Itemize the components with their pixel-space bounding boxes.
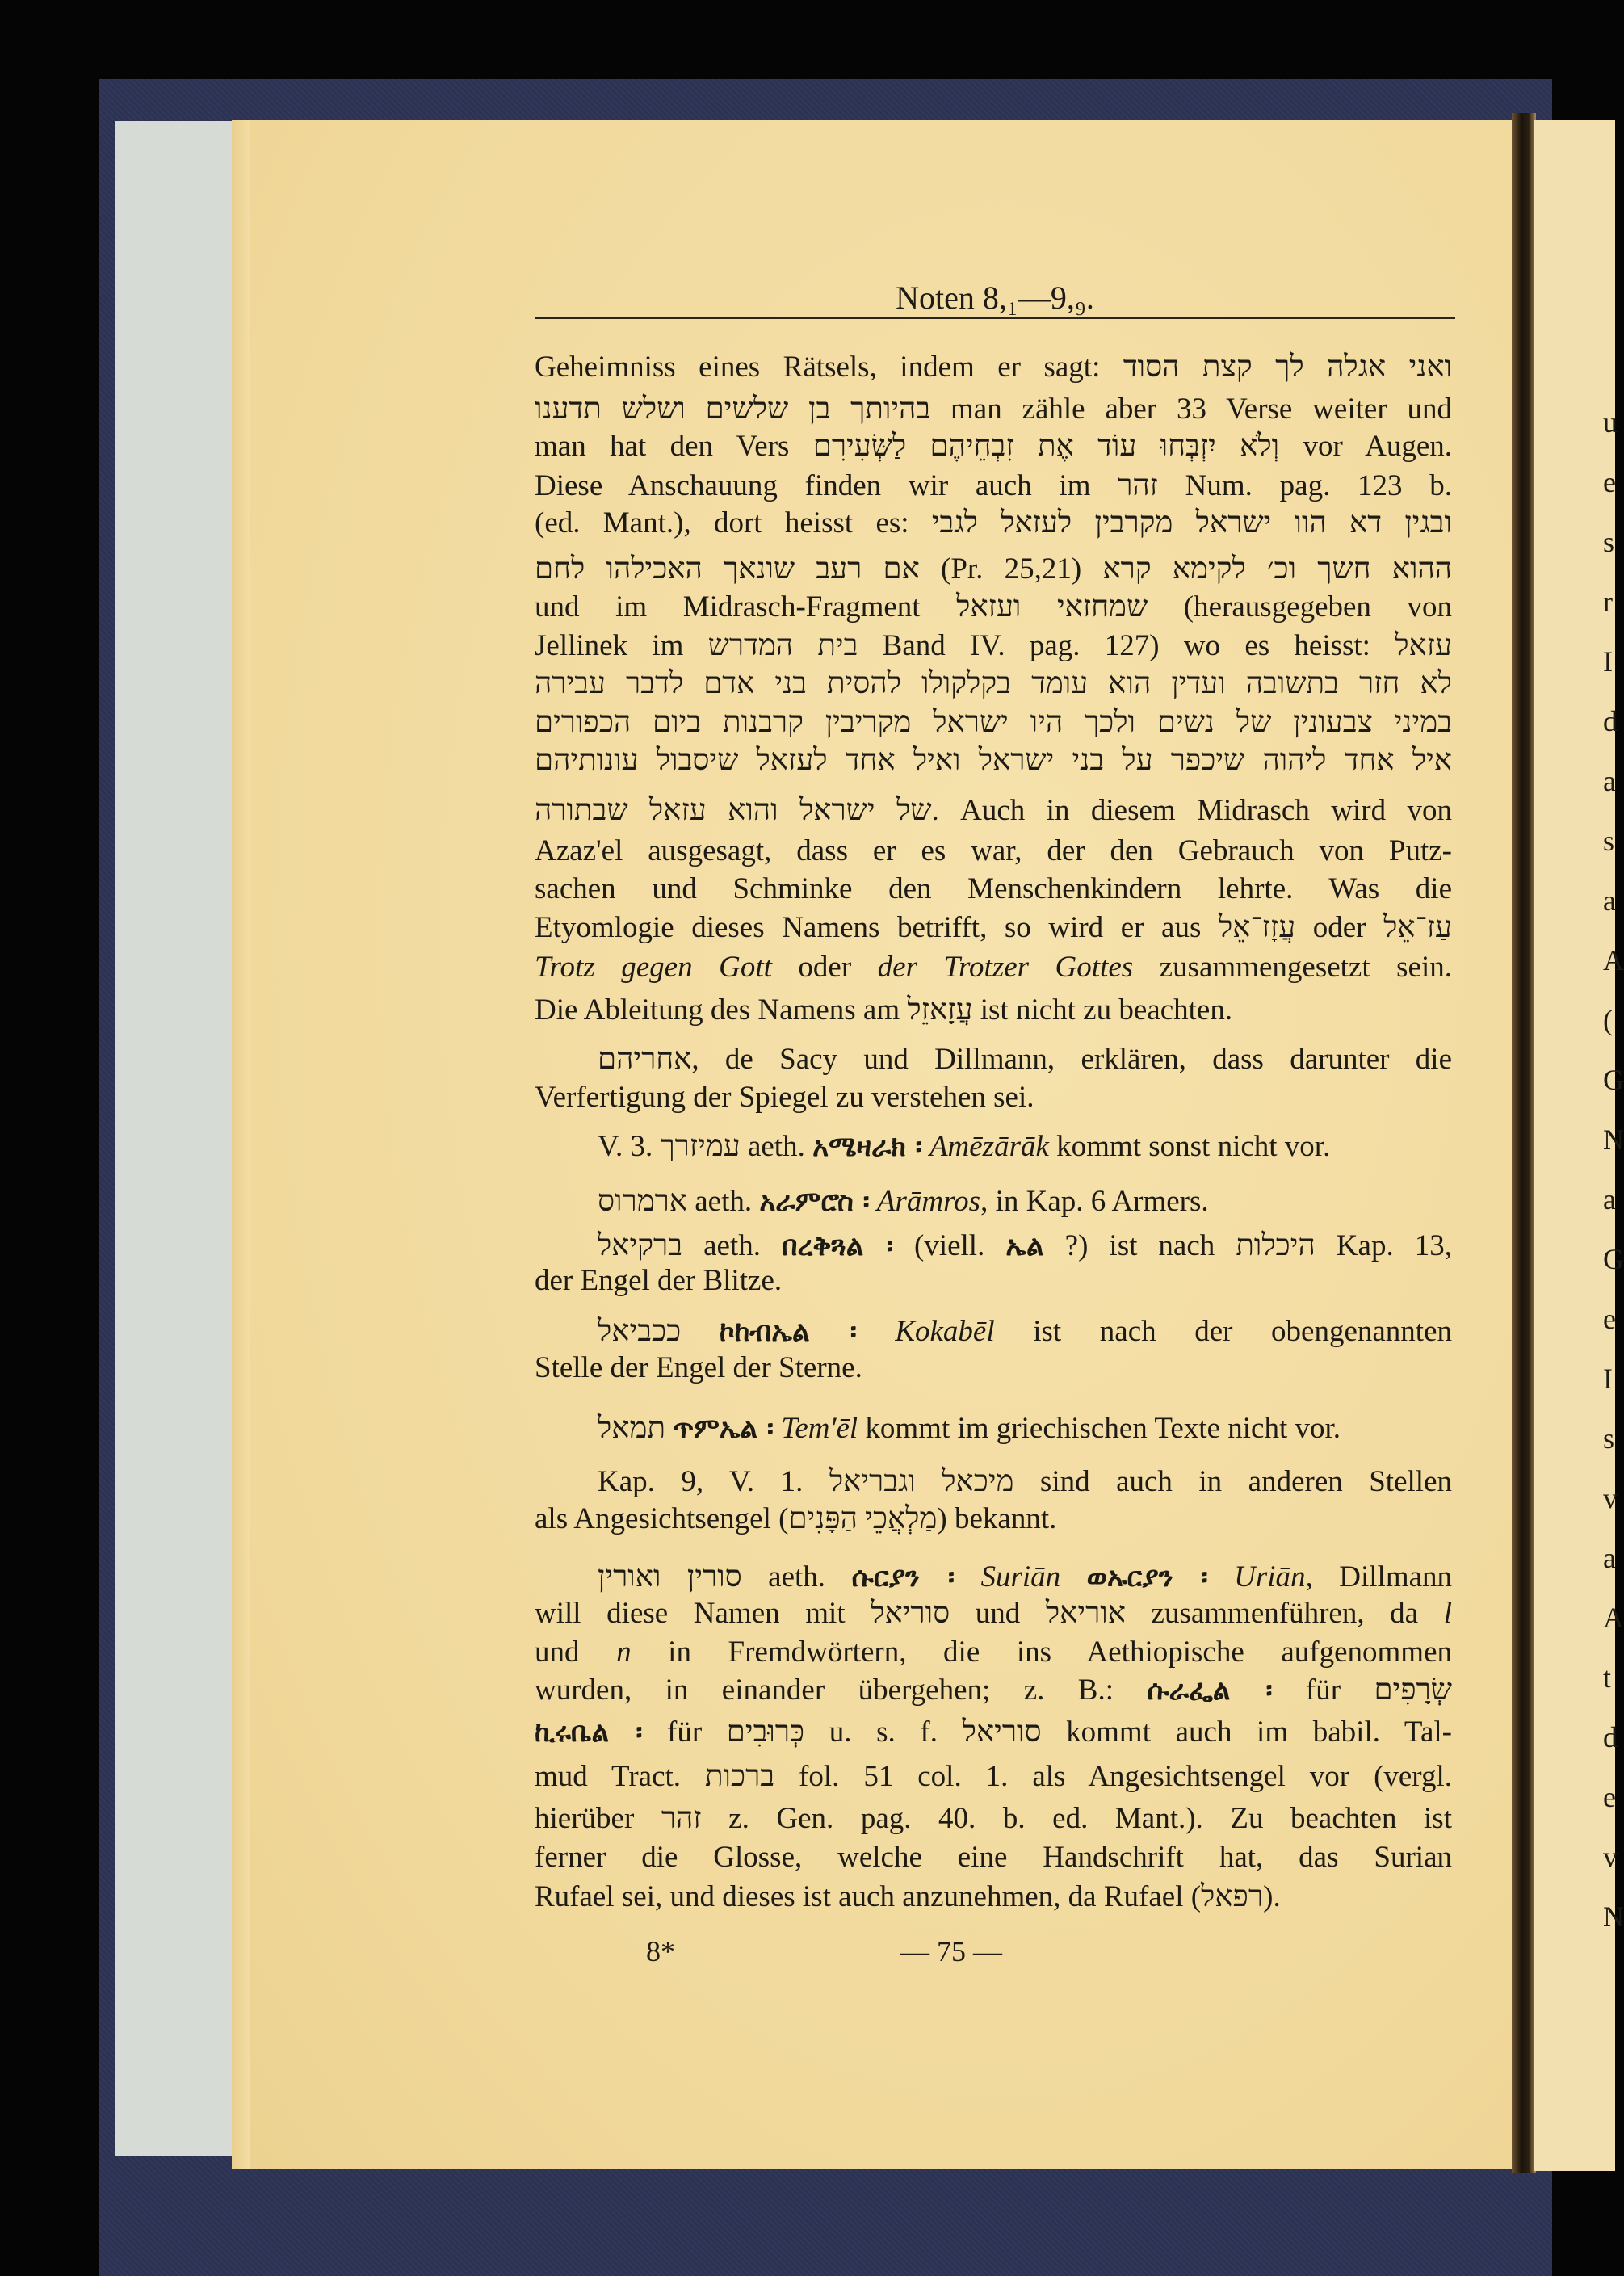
ethiopic-word: ኪሩቤል ፡ <box>535 1716 643 1749</box>
text-line: Verfertigung der Spiegel zu verstehen sei. <box>535 1081 1034 1114</box>
ethiopic-word: ሱራፌል ፡ <box>1147 1674 1273 1707</box>
text-segment: kommt im griechischen Texte nicht vor. <box>858 1412 1341 1445</box>
flyleaf <box>115 121 237 2156</box>
italic-text: Kokabēl <box>895 1315 995 1348</box>
facing-page-fragment: v <box>1603 1482 1618 1514</box>
text-line <box>535 1714 1452 1751</box>
facing-page-fragment: a <box>1603 765 1616 797</box>
text-line: לא חזר בתשובה ועדין הוא עומד בקלקולו להסית בני אדם לדבר עבירה <box>535 667 1452 700</box>
text-segment: תמאל <box>598 1412 674 1445</box>
text-segment: V. 3. עמיזרך aeth. <box>598 1130 813 1163</box>
italic-text: Trotz gegen Gott <box>535 951 772 984</box>
facing-page-fragment: d <box>1603 705 1618 737</box>
facing-page-fragment: t <box>1603 1661 1612 1694</box>
text-line <box>598 1228 1452 1265</box>
facing-page-fragment: u <box>1603 406 1618 439</box>
facing-page-fragment: a <box>1603 1542 1616 1574</box>
text-line <box>535 949 1452 986</box>
text-segment: wurden, in einander übergehen; z. B.: <box>535 1673 1148 1707</box>
text-segment: will diese Namen mit סוריאל und אוריאל zusammenführen, da <box>535 1597 1444 1630</box>
text-segment <box>857 1315 896 1348</box>
text-line <box>598 1559 1452 1596</box>
text-line: Etyomlogie dieses Namens betrifft, so wird er aus עֲזָז־אֵל oder עַז־אֵל <box>535 911 1452 944</box>
text-line: Geheimniss eines Rätsels, indem er sagt: ואני אגלה לך קצת הסוד <box>535 351 1452 384</box>
text-line: איל אחד ליהוה שיכפר על בני ישראל ואיל אחד לעזאל שיסבול עונותיהם <box>535 744 1452 777</box>
text-segment: , Dillmann <box>1305 1560 1453 1594</box>
text-segment: סורין ואורין aeth. <box>598 1560 852 1594</box>
text-line <box>598 1183 1452 1220</box>
text-segment: ככביאל <box>598 1315 720 1348</box>
facing-page-fragment: N <box>1603 1900 1624 1933</box>
text-segment: ברקיאל aeth. <box>598 1229 782 1262</box>
ethiopic-word: ኮከብኤል ፡ <box>719 1316 857 1348</box>
text-segment <box>955 1560 980 1594</box>
text-segment <box>1208 1560 1234 1594</box>
text-line: Stelle der Engel der Sterne. <box>535 1351 862 1384</box>
text-segment <box>922 1130 929 1163</box>
facing-page-fragment: s <box>1603 825 1615 857</box>
facing-page-fragment: I <box>1603 1363 1613 1395</box>
text-segment: ist nach der obengenannten <box>994 1315 1452 1348</box>
ethiopic-word: ወኡርያን ፡ <box>1086 1561 1208 1594</box>
facing-page-fragment: ( <box>1603 1004 1613 1036</box>
text-segment: für שְׂרָפִים <box>1272 1673 1452 1707</box>
ethiopic-word: ኤል <box>1005 1230 1044 1262</box>
italic-text: Suriān <box>980 1560 1061 1594</box>
text-line: Rufael sei, und dieses ist auch anzunehmen, da Rufael (רפאל). <box>535 1880 1281 1913</box>
text-segment <box>870 1185 877 1218</box>
text-segment <box>1060 1560 1086 1594</box>
text-segment: , in Kap. 6 Armers. <box>980 1185 1209 1218</box>
facing-page-fragment: I <box>1603 645 1613 678</box>
text-segment: für כְּרוּבִים u. s. f. סוריאל kommt auch im babil. Tal- <box>642 1715 1452 1749</box>
page-edge <box>232 120 250 2169</box>
text-line: בהיותך בן שלשים ושלש תדענו man zähle aber 33 Verse weiter und <box>535 393 1452 426</box>
text-line: mud Tract. ברכות fol. 51 col. 1. als Angesichtsengel vor (vergl. <box>535 1760 1452 1793</box>
text-line <box>535 1595 1452 1632</box>
text-segment: zusammengesetzt sein. <box>1133 951 1452 984</box>
facing-page-fragment: e <box>1603 1303 1616 1335</box>
text-line <box>598 1410 1452 1447</box>
facing-page-fragment: r <box>1603 586 1613 618</box>
text-segment: ארמרוס aeth. <box>598 1185 760 1218</box>
text-line: sachen und Schminke den Menschenkindern lehrte. Was die <box>535 872 1452 905</box>
facing-page-fragment: A <box>1603 944 1624 976</box>
text-line: man hat den Vers וְלֹא יִזְבְּחוּ עוֹד אֶת זִבְחֵיהֶם לַשְּׂעִירִם vor Augen. <box>535 430 1453 463</box>
text-line: Kap. 9, V. 1. מיכאל וגבריאל sind auch in anderen Stellen <box>598 1465 1452 1498</box>
facing-page-fragment: s <box>1603 1422 1615 1455</box>
text-segment: oder <box>771 951 878 984</box>
text-line <box>535 1634 1452 1671</box>
text-segment: ?) ist nach היכלות Kap. 13, <box>1043 1229 1452 1262</box>
text-segment: in Fremdwörtern, die ins Aethiopische aufgenommen <box>631 1636 1452 1669</box>
facing-page-fragment: e <box>1603 1781 1616 1813</box>
text-segment: und <box>535 1636 617 1669</box>
facing-page-fragment: s <box>1603 526 1615 558</box>
text-line: Diese Anschauung finden wir auch im זהר Num. pag. 123 b. <box>535 469 1452 502</box>
text-line: (ed. Mant.), dort heisst es: ובגין דא הוו ישראל מקרבין לעזאל לגבי <box>535 506 1452 540</box>
text-line: ההוא חשך וכ׳ לקימא קרא (Pr. 25,21) אם רעב שונאך האכילהו לחם <box>535 552 1453 586</box>
signature-mark: 8* <box>646 1935 675 1967</box>
text-line: אחריהם, de Sacy und Dillmann, erklären, dass darunter die <box>598 1043 1452 1076</box>
running-header: Noten 8,₁—9,₉. <box>896 279 1094 316</box>
text-line: hierüber זהר z. Gen. pag. 40. b. ed. Mant.). Zu beachten ist <box>535 1802 1452 1835</box>
text-line: als Angesichtsengel (מַלְאֲכֵי הַפָּנִים) bekannt. <box>535 1502 1057 1535</box>
ethiopic-word: አራምሮስ ፡ <box>759 1186 870 1218</box>
ethiopic-word: ጥምኤል ፡ <box>673 1413 774 1445</box>
facing-page-fragment: e <box>1603 466 1616 498</box>
ethiopic-word: አሜዛራክ ፡ <box>812 1131 922 1163</box>
facing-page-fragment: a <box>1603 884 1616 917</box>
text-segment: (viell. <box>892 1229 1006 1262</box>
facing-page-fragment: G <box>1603 1064 1624 1096</box>
text-segment <box>774 1412 781 1445</box>
page-number: — 75 — <box>900 1935 1002 1967</box>
text-line: Azaz'el ausgesagt, dass er es war, der den Gebrauch von Putz- <box>535 834 1452 867</box>
italic-text: Uriān <box>1234 1560 1306 1594</box>
italic-text: der Trotzer Gottes <box>877 951 1134 984</box>
facing-page-fragment: N <box>1603 1123 1624 1156</box>
italic-text: Tem'ēl <box>781 1412 858 1445</box>
header-rule <box>535 317 1455 319</box>
italic-text: Amēzārāk <box>929 1130 1049 1163</box>
italic-text: Arāmros <box>876 1185 981 1218</box>
text-line <box>598 1313 1452 1350</box>
ethiopic-word: በረቅጓል ፡ <box>782 1230 893 1262</box>
text-line: der Engel der Blitze. <box>535 1264 783 1297</box>
text-line: Die Ableitung des Namens am עֲזָאזֵל ist nicht zu beachten. <box>535 993 1233 1027</box>
book-gutter <box>1512 113 1536 2173</box>
facing-page-fragment: a <box>1603 1183 1616 1216</box>
text-line: במיני צבעונין של נשים ולכך היו ישראל מקריבין קרבנות ביום הכפורים <box>535 706 1452 739</box>
text-segment: kommt sonst nicht vor. <box>1048 1130 1331 1163</box>
italic-text: l <box>1443 1597 1452 1630</box>
facing-page-fragment: d <box>1603 1721 1618 1753</box>
italic-text: n <box>616 1636 632 1669</box>
text-line: ferner die Glosse, welche eine Handschrift hat, das Surian <box>535 1841 1452 1874</box>
facing-page-fragment: A <box>1603 1602 1624 1634</box>
text-line: Jellinek im בית המדרש Band IV. pag. 127) wo es heisst: עזאל <box>535 629 1453 662</box>
facing-page-fragment: G <box>1603 1243 1624 1275</box>
text-line <box>535 1672 1452 1709</box>
facing-page-fragment: v <box>1603 1841 1618 1873</box>
ethiopic-word: ሱርያን ፡ <box>851 1561 955 1594</box>
text-line <box>598 1128 1452 1165</box>
text-line: של ישראל והוא עזאל שבתורה. Auch in diesem Midrasch wird von <box>535 794 1452 827</box>
text-line: und im Midrasch-Fragment שמחזאי ועזאל (herausgegeben von <box>535 590 1452 624</box>
